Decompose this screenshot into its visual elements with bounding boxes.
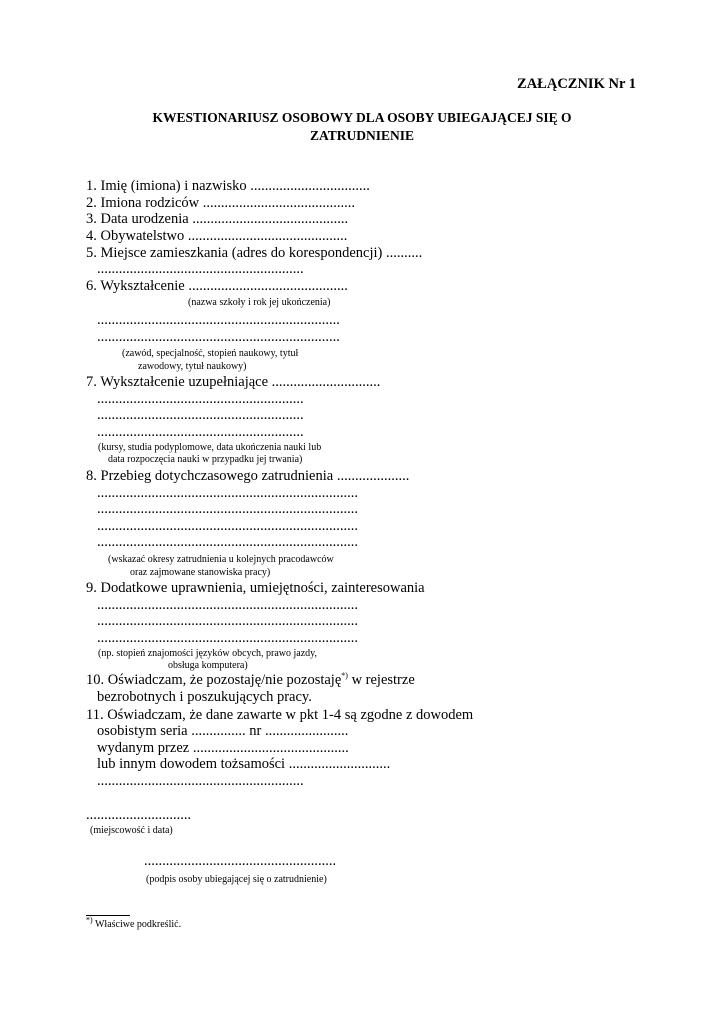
item-8-note: (wskazać okresy zatrudnienia u kolejnych pracodawców — [108, 554, 334, 565]
item-6-line: ................................................................... — [97, 312, 340, 328]
item-5-address: 5. Miejsce zamieszkania (adres do korespondencji) .......... — [86, 245, 423, 261]
signature-label: (podpis osoby ubiegającej się o zatrudnienie) — [146, 874, 327, 885]
item-7-additional-education: 7. Wykształcenie uzupełniające .............................. — [86, 374, 381, 390]
item-9-note: (np. stopień znajomości języków obcych, prawo jazdy, — [98, 648, 318, 659]
footnote-text: Właściwe podkreślić. — [92, 919, 182, 930]
item-11-declaration: 11. Oświadczam, że dane zawarte w pkt 1-4 są zgodne z dowodem — [86, 707, 474, 723]
item-9-skills: 9. Dodatkowe uprawnienia, umiejętności, zainteresowania — [86, 580, 425, 596]
item-6-line: ................................................................... — [97, 329, 340, 345]
item-11-line: ......................................................... — [97, 773, 304, 789]
footnote-marker: *) — [341, 671, 348, 681]
item-11-line: osobistym seria ............... nr ....................... — [97, 723, 349, 739]
item-10-registration — [86, 672, 415, 689]
item-9-line: ........................................................................ — [97, 597, 358, 613]
item-10-text: 10. Oświadczam, że pozostaję/nie pozostaję — [86, 672, 342, 688]
item-6-education: 6. Wykształcenie ............................................ — [86, 278, 348, 294]
item-10-continuation: bezrobotnych i poszukujących pracy. — [97, 689, 312, 705]
item-10-text-end: w rejestrze — [347, 672, 415, 688]
signature-line: ..................................................... — [144, 853, 337, 869]
annex-label: ZAŁĄCZNIK Nr 1 — [517, 76, 636, 92]
item-7-note: data rozpoczęcia nauki w przypadku jej trwania) — [108, 454, 303, 465]
item-6-note: (nazwa szkoły i rok jej ukończenia) — [188, 297, 331, 308]
item-8-line: ........................................................................ — [97, 501, 358, 517]
place-date-label: (miejscowość i data) — [90, 825, 173, 836]
item-4-citizenship: 4. Obywatelstwo ............................................ — [86, 228, 348, 244]
item-7-note: (kursy, studia podyplomowe, data ukończenia nauki lub — [98, 442, 322, 453]
item-7-line: ......................................................... — [97, 391, 304, 407]
form-title-line1: KWESTIONARIUSZ OSOBOWY DLA OSOBY UBIEGAJĄCEJ SIĘ O — [152, 110, 572, 125]
item-8-employment: 8. Przebieg dotychczasowego zatrudnienia .................... — [86, 468, 410, 484]
item-8-line: ........................................................................ — [97, 518, 358, 534]
item-5-continuation: ......................................................... — [97, 261, 304, 277]
item-8-line: ........................................................................ — [97, 534, 358, 550]
item-7-line: ......................................................... — [97, 407, 304, 423]
place-date-line: ............................. — [86, 807, 192, 823]
item-11-line: wydanym przez ........................................... — [97, 740, 349, 756]
item-9-note: obsługa komputera) — [168, 660, 248, 671]
item-9-line: ........................................................................ — [97, 613, 358, 629]
item-9-line: ........................................................................ — [97, 630, 358, 646]
item-2-parents: 2. Imiona rodziców .......................................... — [86, 195, 356, 211]
item-8-line: ........................................................................ — [97, 485, 358, 501]
item-3-birthdate: 3. Data urodzenia ........................................... — [86, 211, 349, 227]
footnote — [86, 915, 182, 930]
item-6-note: (zawód, specjalność, stopień naukowy, tytuł — [122, 348, 299, 359]
form-title-line2: ZATRUDNIENIE — [309, 128, 415, 143]
footnote-mark: *) — [86, 915, 93, 925]
item-1-name: 1. Imię (imiona) i nazwisko ................................. — [86, 178, 370, 194]
item-6-note: zawodowy, tytuł naukowy) — [138, 361, 247, 372]
item-7-line: ......................................................... — [97, 424, 304, 440]
item-8-note: oraz zajmowane stanowiska pracy) — [130, 567, 271, 578]
item-11-line: lub innym dowodem tożsamości ............................ — [97, 756, 391, 772]
